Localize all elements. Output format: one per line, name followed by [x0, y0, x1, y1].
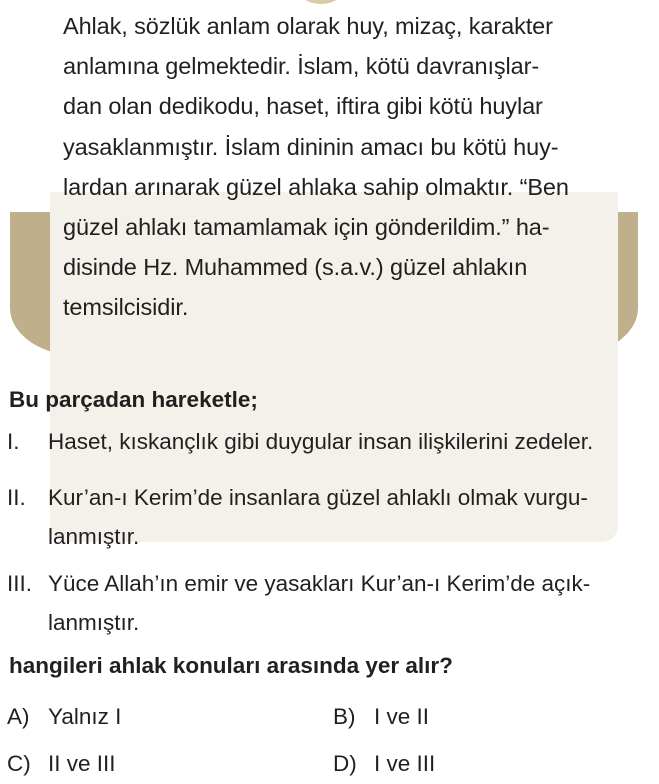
passage-line: yasaklanmıştır. İslam dininin amacı bu kötü huy- [63, 133, 559, 160]
question-stem: Bu parçadan hareketle; [9, 387, 258, 412]
statement-text [48, 478, 658, 556]
option-d[interactable] [333, 749, 435, 779]
option-text: II ve III [48, 751, 116, 776]
passage-line: lardan arınarak güzel ahlaka sahip olmaktır. “Ben [63, 173, 569, 200]
option-c[interactable] [7, 749, 116, 779]
statement-line: lanmıştır. [48, 524, 140, 549]
passage-line: güzel ahlakı tamamlamak için gönderildim.” ha- [63, 214, 550, 241]
statement-number: II. [7, 485, 26, 510]
statement-text [48, 422, 658, 461]
option-letter: B) [333, 704, 356, 729]
passage-text [63, 6, 587, 328]
option-letter: C) [7, 751, 31, 776]
option-text: I ve III [374, 751, 436, 776]
passage-line: dan olan dedikodu, haset, iftira gibi kötü huylar [63, 93, 543, 120]
statement-line: lanmıştır. [48, 610, 140, 635]
option-text: I ve II [374, 704, 430, 729]
passage-line: temsilcisidir. [63, 294, 189, 321]
option-b[interactable] [333, 702, 429, 732]
passage-line: Ahlak, sözlük anlam olarak huy, mizaç, karakter [63, 13, 553, 39]
statement-text [48, 564, 658, 642]
option-text: Yalnız I [48, 704, 122, 729]
option-letter: A) [7, 704, 30, 729]
statement-number: III. [7, 571, 33, 596]
option-a[interactable] [7, 702, 121, 732]
statement-line: Yüce Allah’ın emir ve yasakları Kur’an-ı Kerim’de açık- [48, 571, 591, 596]
statement-line: Kur’an-ı Kerim’de insanlara güzel ahlaklı olmak vurgu- [48, 485, 588, 510]
statement-number: I. [7, 429, 20, 454]
passage-line: disinde Hz. Muhammed (s.a.v.) güzel ahlakın [63, 254, 528, 281]
statement-line: Haset, kıskançlık gibi duygular insan ilişkilerini zedeler. [48, 429, 594, 454]
question-prompt: hangileri ahlak konuları arasında yer alır? [9, 653, 453, 678]
card-top-knob [300, 0, 342, 4]
option-letter: D) [333, 751, 357, 776]
passage-line: anlamına gelmektedir. İslam, kötü davranışlar- [63, 53, 540, 80]
